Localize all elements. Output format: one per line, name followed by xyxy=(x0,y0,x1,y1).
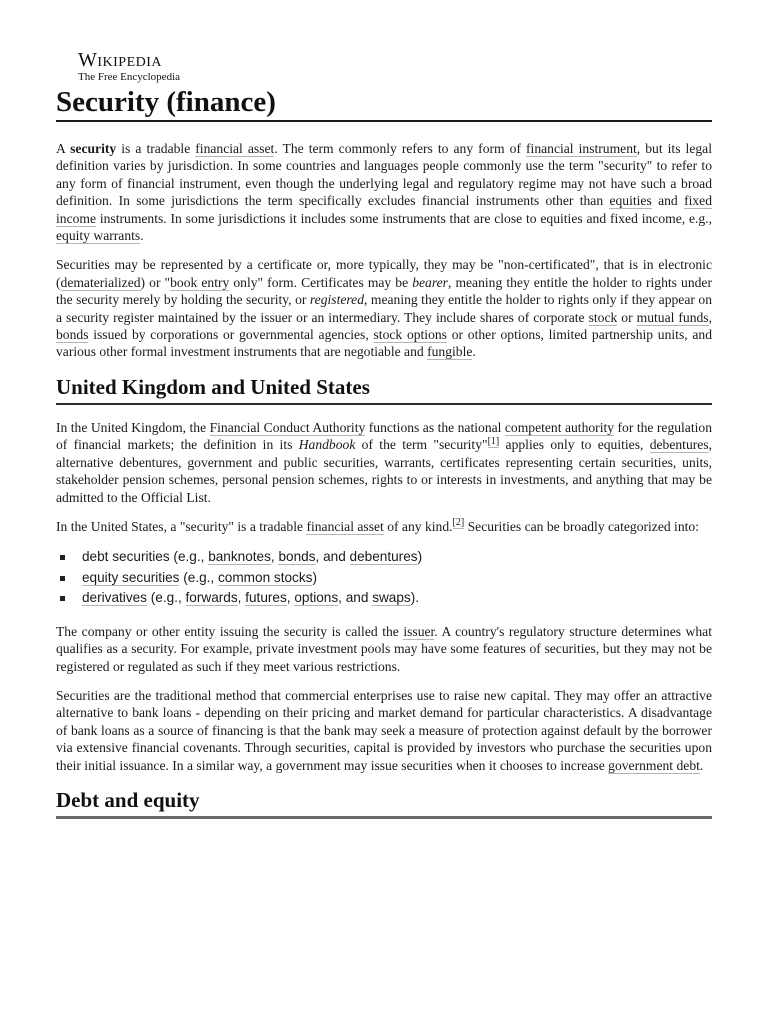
page-title: Security (finance) xyxy=(56,84,712,122)
text: of the term "security" xyxy=(355,437,488,453)
link-equities[interactable]: equities xyxy=(609,193,652,209)
link-fixed-income[interactable]: fixed income xyxy=(56,193,712,226)
text: The company or other entity issuing the security is called the xyxy=(56,623,404,639)
text: or other options, limited partnership units, and various other formal investment instruments that are negotiable and xyxy=(56,327,713,360)
link-financial-asset-2[interactable]: financial asset xyxy=(306,518,384,534)
text: ). xyxy=(410,590,420,606)
link-forwards[interactable]: forwards xyxy=(185,590,238,606)
reference-2 xyxy=(453,517,465,529)
text: ) xyxy=(312,569,317,585)
logo-tagline: The Free Encyclopedia xyxy=(78,71,181,83)
us-paragraph xyxy=(56,518,712,535)
text: (e.g., xyxy=(179,569,218,585)
link-financial-instrument[interactable]: financial instrument xyxy=(526,141,637,156)
text: instruments. In some jurisdictions it includes some instruments that are close to equities and fixed income, e.g., xyxy=(96,210,712,226)
link-competent-authority[interactable]: competent authority xyxy=(504,419,615,435)
text: , xyxy=(270,549,279,565)
text: only" form. Certificates may be xyxy=(229,274,413,290)
link-mutual-funds[interactable]: mutual funds xyxy=(636,309,709,325)
text: Securities can be broadly categorized into: xyxy=(464,518,699,534)
text: , but its legal definition varies by jurisdiction. In some countries and languages people commonly use the term "security" to refer to any form of financial instrument, even though the underlying legal and regulatory regime may not have such a broad definition. In some jurisdictions the term specifically excludes financial instruments other than xyxy=(56,141,712,209)
link-stock-options[interactable]: stock options xyxy=(373,327,447,343)
text: , meaning they entitle the holder to rights under the security merely by holding the security, or xyxy=(56,274,712,308)
link-issuer[interactable]: issuer xyxy=(403,623,435,639)
text: A xyxy=(56,141,71,156)
italic-registered: registered xyxy=(309,292,364,308)
link-book-entry[interactable]: book entry xyxy=(170,274,230,290)
intro-paragraph-1 xyxy=(56,140,712,244)
uk-paragraph xyxy=(56,419,712,506)
text: . xyxy=(699,757,704,773)
link-options[interactable]: options xyxy=(294,590,339,606)
link-government-debt[interactable]: government debt xyxy=(608,757,700,773)
bold-term-security: security xyxy=(70,141,117,156)
section-heading-uk-us: United Kingdom and United States xyxy=(56,373,712,405)
text: , and xyxy=(338,590,373,606)
text: , and xyxy=(315,549,350,565)
text: applies only to equities, xyxy=(499,437,650,453)
text: (e.g., xyxy=(146,590,186,606)
reference-link-1[interactable]: [1] xyxy=(487,435,500,447)
article-content xyxy=(56,140,712,833)
issuer-paragraph xyxy=(56,623,712,675)
link-derivatives[interactable]: derivatives xyxy=(82,590,147,606)
intro-paragraph-2 xyxy=(56,256,712,360)
link-debentures-2[interactable]: debentures xyxy=(349,549,418,565)
text: In the United Kingdom, the xyxy=(56,419,210,435)
text: issued by corporations or governmental agencies, xyxy=(88,327,374,343)
link-futures[interactable]: futures xyxy=(245,590,287,606)
link-banknotes[interactable]: banknotes xyxy=(208,549,271,565)
logo-wordmark: Wikipedia xyxy=(78,49,163,71)
link-equity-warrants[interactable]: equity warrants xyxy=(56,228,141,244)
text: . xyxy=(472,344,476,360)
bullet-icon xyxy=(60,596,65,601)
text: , alternative debentures, government and public securities, warrants, certificates representing certain securities, units, stakeholder pension schemes, personal pension schemes, rights to or interests in investments, and anything that may be admitted to the Official List. xyxy=(56,437,712,505)
text: ) xyxy=(417,549,423,565)
list-item-debt-securities xyxy=(82,547,712,568)
list-item-equity-securities xyxy=(82,568,712,589)
text: , xyxy=(237,590,246,606)
link-financial-asset[interactable]: financial asset xyxy=(195,141,275,156)
link-bonds[interactable]: bonds xyxy=(56,327,89,343)
text: , xyxy=(708,309,712,325)
text: and xyxy=(651,193,685,209)
text: . A country's regulatory structure determines what qualifies as a security. For example, private investment pools may have some features of securities, but they may not be registered or regulated as such if they meet various restrictions. xyxy=(56,623,712,674)
text: for the regulation of financial markets; the definition in its xyxy=(56,419,712,453)
section-heading-debt-equity: Debt and equity xyxy=(56,786,712,819)
bullet-icon xyxy=(60,576,65,581)
text: ) or " xyxy=(140,274,171,290)
text: . The term commonly refers to any form of xyxy=(274,141,527,156)
text: or xyxy=(617,309,637,325)
link-fungible[interactable]: fungible xyxy=(427,344,473,360)
text: debt securities (e.g., xyxy=(82,549,209,565)
wikipedia-logo[interactable] xyxy=(78,50,180,83)
securities-categories-list xyxy=(56,547,712,609)
text: Securities are the traditional method that commercial enterprises use to raise new capital. They may offer an attractive alternative to bank loans - depending on their pricing and market demand for particular characteristics. A disadvantage of bank loans as a source of financing is that the bank may seek a measure of protection against default by the borrower via extensive financial covenants. Through securities, capital is provided by investors who purchase the securities upon their initial issuance. In a similar way, a government may issue securities when it chooses to increase xyxy=(56,688,712,773)
link-dematerialized[interactable]: dematerialized xyxy=(60,274,141,290)
italic-handbook: Handbook xyxy=(298,437,356,453)
italic-bearer: bearer xyxy=(412,274,448,290)
link-debentures[interactable]: debentures xyxy=(649,437,709,453)
text: functions as the national xyxy=(365,419,505,435)
link-stock[interactable]: stock xyxy=(588,309,618,325)
link-financial-conduct-authority[interactable]: Financial Conduct Authority xyxy=(209,419,366,435)
text: In the United States, a "security" is a tradable xyxy=(56,518,307,534)
reference-1 xyxy=(488,436,500,448)
reference-link-2[interactable]: [2] xyxy=(452,517,465,529)
text: , xyxy=(286,590,295,606)
link-bonds-2[interactable]: bonds xyxy=(278,549,316,565)
text: , meaning they entitle the holder to rights only if they appear on a security register maintained by the issuer or an intermediary. They include shares of corporate xyxy=(56,292,712,325)
bullet-icon xyxy=(60,555,65,560)
link-common-stocks[interactable]: common stocks xyxy=(218,569,313,585)
text: is a tradable xyxy=(116,141,196,156)
list-item-derivatives xyxy=(82,588,712,609)
capital-paragraph xyxy=(56,687,712,774)
link-swaps[interactable]: swaps xyxy=(372,590,411,606)
text: of any kind. xyxy=(383,518,453,534)
link-equity-securities[interactable]: equity securities xyxy=(82,569,180,585)
text: . xyxy=(140,228,144,244)
text: Securities may be represented by a certificate or, more typically, they may be "non-certificated", that is in electronic ( xyxy=(56,257,712,290)
